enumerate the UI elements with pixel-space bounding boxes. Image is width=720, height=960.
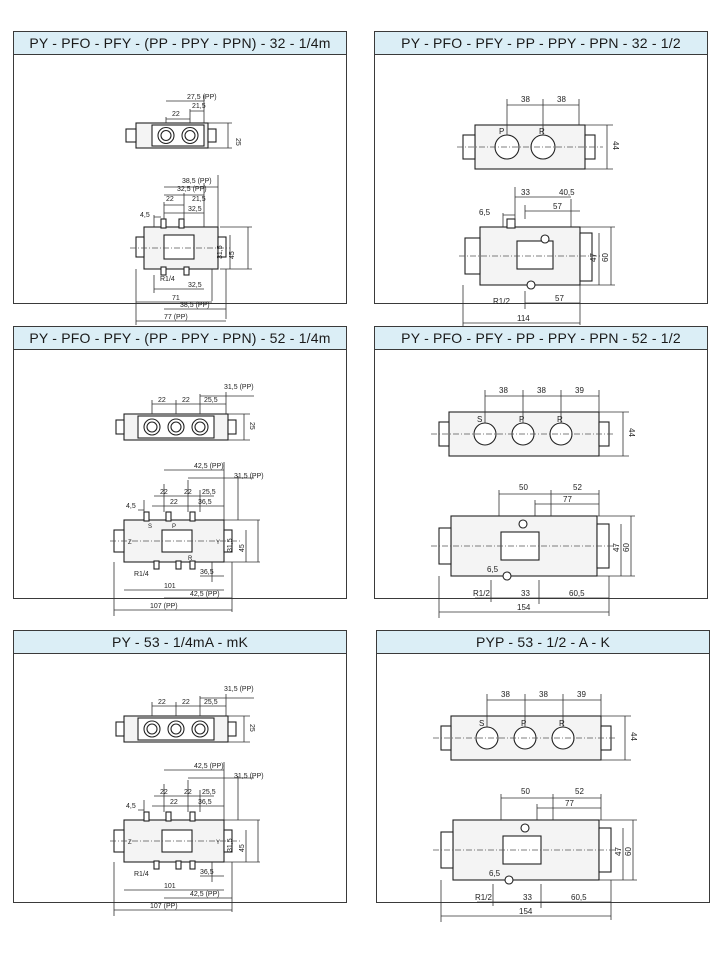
dimension-label: 50 [521, 787, 530, 796]
top-view [431, 386, 636, 456]
dimension-label: 25,5 [204, 397, 218, 404]
dimension-label: R1/4 [160, 276, 175, 283]
dimension-label: 27,5 (PP) [187, 94, 217, 101]
dimension-label: 57 [553, 202, 562, 211]
dimension-label: 31,5 (PP) [234, 773, 264, 780]
dimension-label: 47 [612, 543, 621, 552]
dimension-label: 47 [614, 847, 623, 856]
dimension-label: 31,5 [217, 245, 224, 259]
dimension-label: 47 [589, 253, 598, 262]
dimension-label: 154 [519, 907, 533, 916]
drawing-panel-1 [13, 31, 347, 321]
dimension-label: Y [216, 540, 221, 546]
panel-title: PY - PFO - PFY - (PP - PPY - PPN) - 32 - 1/4m [14, 32, 346, 55]
dimension-label: 33 [521, 188, 530, 197]
dimension-label: 38,5 (PP) [182, 178, 212, 185]
dimension-label: 21,5 [192, 196, 206, 203]
dimension-label: 36,5 [200, 569, 214, 576]
side-view [130, 175, 252, 325]
drawing-panel-4 [374, 326, 708, 612]
side-view [431, 483, 635, 618]
dimension-label: 45 [239, 544, 246, 552]
dimension-label: 101 [164, 583, 176, 590]
dimension-label: 38 [501, 690, 510, 699]
dimension-label: 38 [557, 95, 566, 104]
dimension-label: R1/2 [473, 589, 490, 598]
panel-title: PYP - 53 - 1/2 - A - K [377, 631, 709, 654]
dimension-label: 60,5 [571, 893, 587, 902]
valve-drawing-6 [377, 654, 708, 916]
dimension-label: 107 (PP) [150, 603, 178, 610]
side-view [433, 787, 637, 922]
dimension-label: 71 [172, 295, 180, 302]
dimension-label: 52 [573, 483, 582, 492]
dimension-label: 32,5 [188, 206, 202, 213]
dimension-label: 45 [229, 251, 236, 259]
dimension-label: 77 [565, 799, 574, 808]
panel-title: PY - PFO - PFY - PP - PPY - PPN - 32 - 1/2 [375, 32, 707, 55]
dimension-label: 31,5 (PP) [224, 686, 254, 693]
dimension-label: P [172, 524, 177, 530]
dimension-label: P [519, 415, 525, 424]
dimension-label: R1/4 [134, 871, 149, 878]
dimension-label: 42,5 (PP) [190, 891, 220, 898]
dimension-label: 25,5 [204, 699, 218, 706]
dimension-label: 42,5 (PP) [194, 463, 224, 470]
dimension-label: 60,5 [569, 589, 585, 598]
dimension-label: 22 [166, 196, 174, 203]
valve-drawing-1 [14, 55, 345, 321]
dimension-label: R1/2 [493, 297, 510, 306]
dimension-label: 32,5 (PP) [177, 186, 207, 193]
dimension-label: S [148, 524, 153, 530]
dimension-label: 22 [184, 789, 192, 796]
dimension-label: R [188, 556, 193, 562]
dimension-label: 33 [521, 589, 530, 598]
dimension-label: 31,5 (PP) [224, 384, 254, 391]
dimension-label: S [479, 719, 485, 728]
drawing-panel-2 [374, 31, 708, 323]
top-view [457, 95, 620, 169]
dimension-label: P [499, 127, 505, 136]
valve-drawing-5 [14, 654, 345, 910]
valve-drawing-4 [375, 350, 706, 612]
dimension-label: Y [216, 840, 221, 846]
panel-title: PY - PFO - PFY - PP - PPY - PPN - 52 - 1/2 [375, 327, 707, 350]
side-view [110, 462, 264, 616]
dimension-label: R1/2 [475, 893, 492, 902]
dimension-label: 114 [517, 314, 530, 323]
dimension-label: Z [128, 840, 132, 846]
dimension-label: 77 [563, 495, 572, 504]
dimension-label: 22 [158, 699, 166, 706]
dimension-label: 107 (PP) [150, 903, 178, 910]
dimension-label: 22 [182, 397, 190, 404]
dimension-label: P [521, 719, 527, 728]
dimension-label: 21,5 [192, 103, 206, 110]
dimension-label: 25,5 [202, 489, 216, 496]
valve-drawing-3 [14, 350, 345, 610]
dimension-label: 38 [537, 386, 546, 395]
dimension-label: 25 [234, 138, 241, 146]
dimension-label: 44 [611, 141, 620, 150]
dimension-label: 38 [539, 690, 548, 699]
dimension-label: 60 [622, 543, 631, 552]
dimension-label: R1/4 [134, 571, 149, 578]
dimension-label: 39 [575, 386, 584, 395]
dimension-label: 25 [248, 422, 255, 430]
dimension-label: S [477, 415, 483, 424]
dimension-label: 22 [172, 111, 180, 118]
side-view [459, 187, 615, 331]
dimension-label: 4,5 [140, 212, 150, 219]
dimension-label: 31,5 [227, 538, 234, 552]
dimension-label: 22 [170, 799, 178, 806]
dimension-label: 44 [627, 428, 636, 437]
dimension-label: 36,5 [200, 869, 214, 876]
drawing-panel-6 [376, 630, 710, 916]
dimension-label: 22 [160, 789, 168, 796]
dimension-label: R [539, 127, 545, 136]
dimension-label: 36,5 [198, 499, 212, 506]
dimension-label: 52 [575, 787, 584, 796]
dimension-label: 36,5 [198, 799, 212, 806]
drawing-panel-5 [13, 630, 347, 910]
dimension-label: Z [128, 540, 132, 546]
dimension-label: 4,5 [126, 803, 136, 810]
dimension-label: 22 [182, 699, 190, 706]
valve-drawing-2 [375, 55, 706, 323]
dimension-label: R [557, 415, 563, 424]
dimension-label: 6,5 [479, 208, 491, 217]
top-view [126, 94, 241, 148]
dimension-label: 40,5 [559, 188, 575, 197]
dimension-label: 22 [160, 489, 168, 496]
dimension-label: 25 [248, 724, 255, 732]
drawing-panel-3 [13, 326, 347, 610]
dimension-label: 42,5 (PP) [194, 763, 224, 770]
dimension-label: R [559, 719, 565, 728]
dimension-label: 50 [519, 483, 528, 492]
dimension-label: 22 [158, 397, 166, 404]
dimension-label: 33 [523, 893, 532, 902]
dimension-label: 101 [164, 883, 176, 890]
top-view [116, 686, 255, 742]
dimension-label: 38 [521, 95, 530, 104]
dimension-label: 22 [170, 499, 178, 506]
dimension-label: 6,5 [487, 565, 499, 574]
dimension-label: 60 [624, 847, 633, 856]
dimension-label: 60 [601, 253, 610, 262]
dimension-label: 42,5 (PP) [190, 591, 220, 598]
dimension-label: 25,5 [202, 789, 216, 796]
panel-title: PY - 53 - 1/4mA - mK [14, 631, 346, 654]
dimension-label: 38,5 (PP) [180, 302, 210, 309]
dimension-label: 38 [499, 386, 508, 395]
dimension-label: 154 [517, 603, 531, 612]
panel-title: PY - PFO - PFY - (PP - PPY - PPN) - 52 - 1/4m [14, 327, 346, 350]
dimension-label: 6,5 [489, 869, 501, 878]
dimension-label: 39 [577, 690, 586, 699]
dimension-label: 31,5 [227, 838, 234, 852]
dimension-label: 22 [184, 489, 192, 496]
top-view [433, 690, 638, 760]
dimension-label: 44 [629, 732, 638, 741]
dimension-label: 31,5 (PP) [234, 473, 264, 480]
dimension-label: 45 [239, 844, 246, 852]
dimension-label: 57 [555, 294, 564, 303]
dimension-label: 32,5 [188, 282, 202, 289]
dimension-label: 77 (PP) [164, 314, 188, 321]
side-view [110, 762, 264, 916]
top-view [116, 384, 255, 440]
dimension-label: 4,5 [126, 503, 136, 510]
